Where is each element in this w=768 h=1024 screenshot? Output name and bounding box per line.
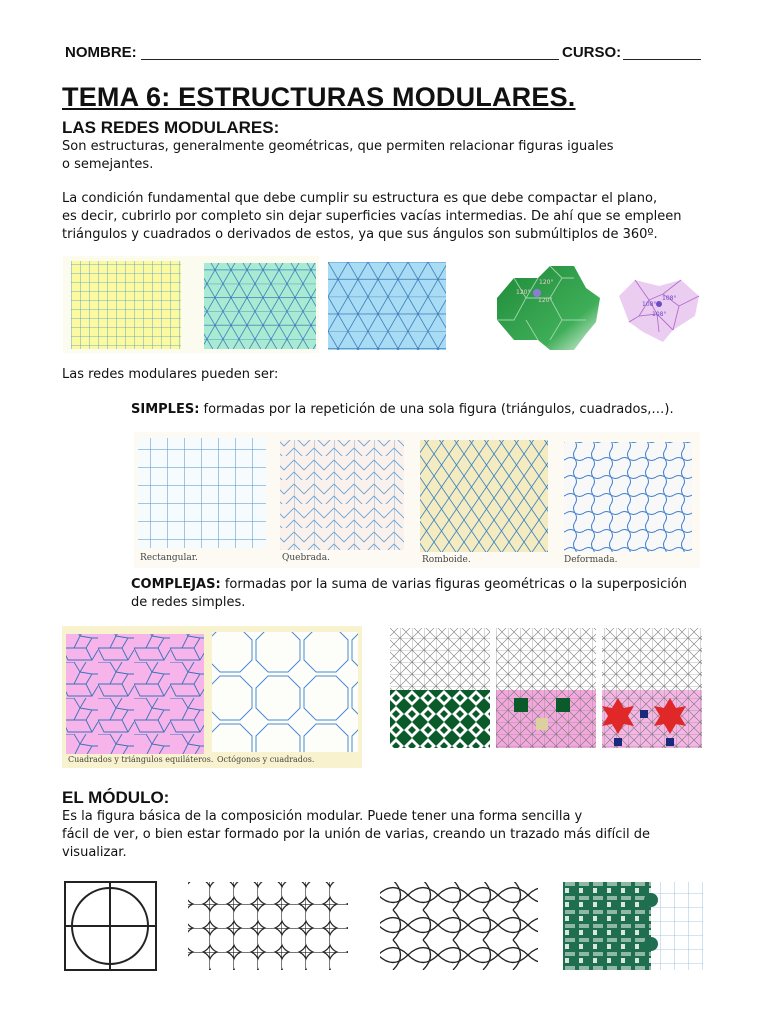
angle-label: 108° <box>662 295 677 302</box>
page-title: TEMA 6: ESTRUCTURAS MODULARES. <box>62 82 576 112</box>
course-label: CURSO: <box>562 44 622 61</box>
complejas-desc-1: formadas por la suma de varias figuras geométricas o la superposición <box>220 577 688 592</box>
square-grid-image <box>63 256 319 353</box>
module-circle-square-image <box>63 880 158 972</box>
types-intro: Las redes modulares pueden ser: <box>62 367 279 382</box>
redes-intro-2: o semejantes. <box>62 157 154 172</box>
triangle-hex-grid-image <box>328 262 446 350</box>
complejas-text <box>131 576 687 594</box>
angle-label: 108° <box>642 301 657 308</box>
redes-heading: LAS REDES MODULARES: <box>62 118 280 137</box>
simple-networks-image <box>134 432 700 568</box>
name-label: NOMBRE: <box>65 44 137 61</box>
complejas-desc-2: de redes simples. <box>131 595 246 610</box>
caption-octagons: Octógonos y cuadrados. <box>217 755 315 764</box>
superimposed-networks-image <box>388 626 706 750</box>
modulo-line-1: Es la figura básica de la composición modular. Puede tener una forma sencilla y <box>62 809 583 824</box>
name-field[interactable] <box>141 45 559 60</box>
angle-label: 120° <box>539 279 554 286</box>
caption-romboide: Romboide. <box>422 555 471 565</box>
angle-label: 120° <box>516 289 531 296</box>
redes-cond-3: triángulos y cuadrados o derivados de estos, ya que sus ángulos son submúltiplos de 360º. <box>62 227 658 242</box>
redes-cond-2: es decir, cubrirlo por completo sin dejar superficies vacías intermedias. De ahí que se empleen <box>62 209 682 224</box>
simples-text <box>131 401 674 419</box>
pentagon-angles-image <box>613 276 705 344</box>
module-interlaced-circles-image <box>186 880 350 972</box>
redes-intro-1: Son estructuras, generalmente geométricas, que permiten relacionar figuras iguales <box>62 139 614 154</box>
modulo-line-3: visualizar. <box>62 845 127 860</box>
simples-label: SIMPLES: <box>131 402 200 417</box>
caption-quebrada: Quebrada. <box>282 553 330 563</box>
angle-label: 108° <box>652 311 667 318</box>
hexagon-angles-image <box>494 262 604 354</box>
modulo-line-2: fácil de ver, o bien estar formado por la unión de varias, creando un trazado más difícil de <box>62 827 651 842</box>
modulo-heading: EL MÓDULO: <box>62 788 170 807</box>
caption-squares-triangles: Cuadrados y triángulos equiláteros. <box>68 755 214 764</box>
complex-networks-image <box>62 626 362 768</box>
module-green-weave-image <box>563 880 707 972</box>
simples-desc: formadas por la repetición de una sola figura (triángulos, cuadrados,…). <box>199 402 674 417</box>
module-curved-tiles-image <box>378 880 540 972</box>
angle-label: 120° <box>538 297 553 304</box>
course-field[interactable] <box>623 45 701 60</box>
redes-cond-1: La condición fundamental que debe cumplir su estructura es que debe compactar el plano, <box>62 191 658 206</box>
caption-deformada: Deformada. <box>564 555 618 565</box>
caption-rectangular: Rectangular. <box>140 553 198 563</box>
complejas-label: COMPLEJAS: <box>131 577 221 592</box>
